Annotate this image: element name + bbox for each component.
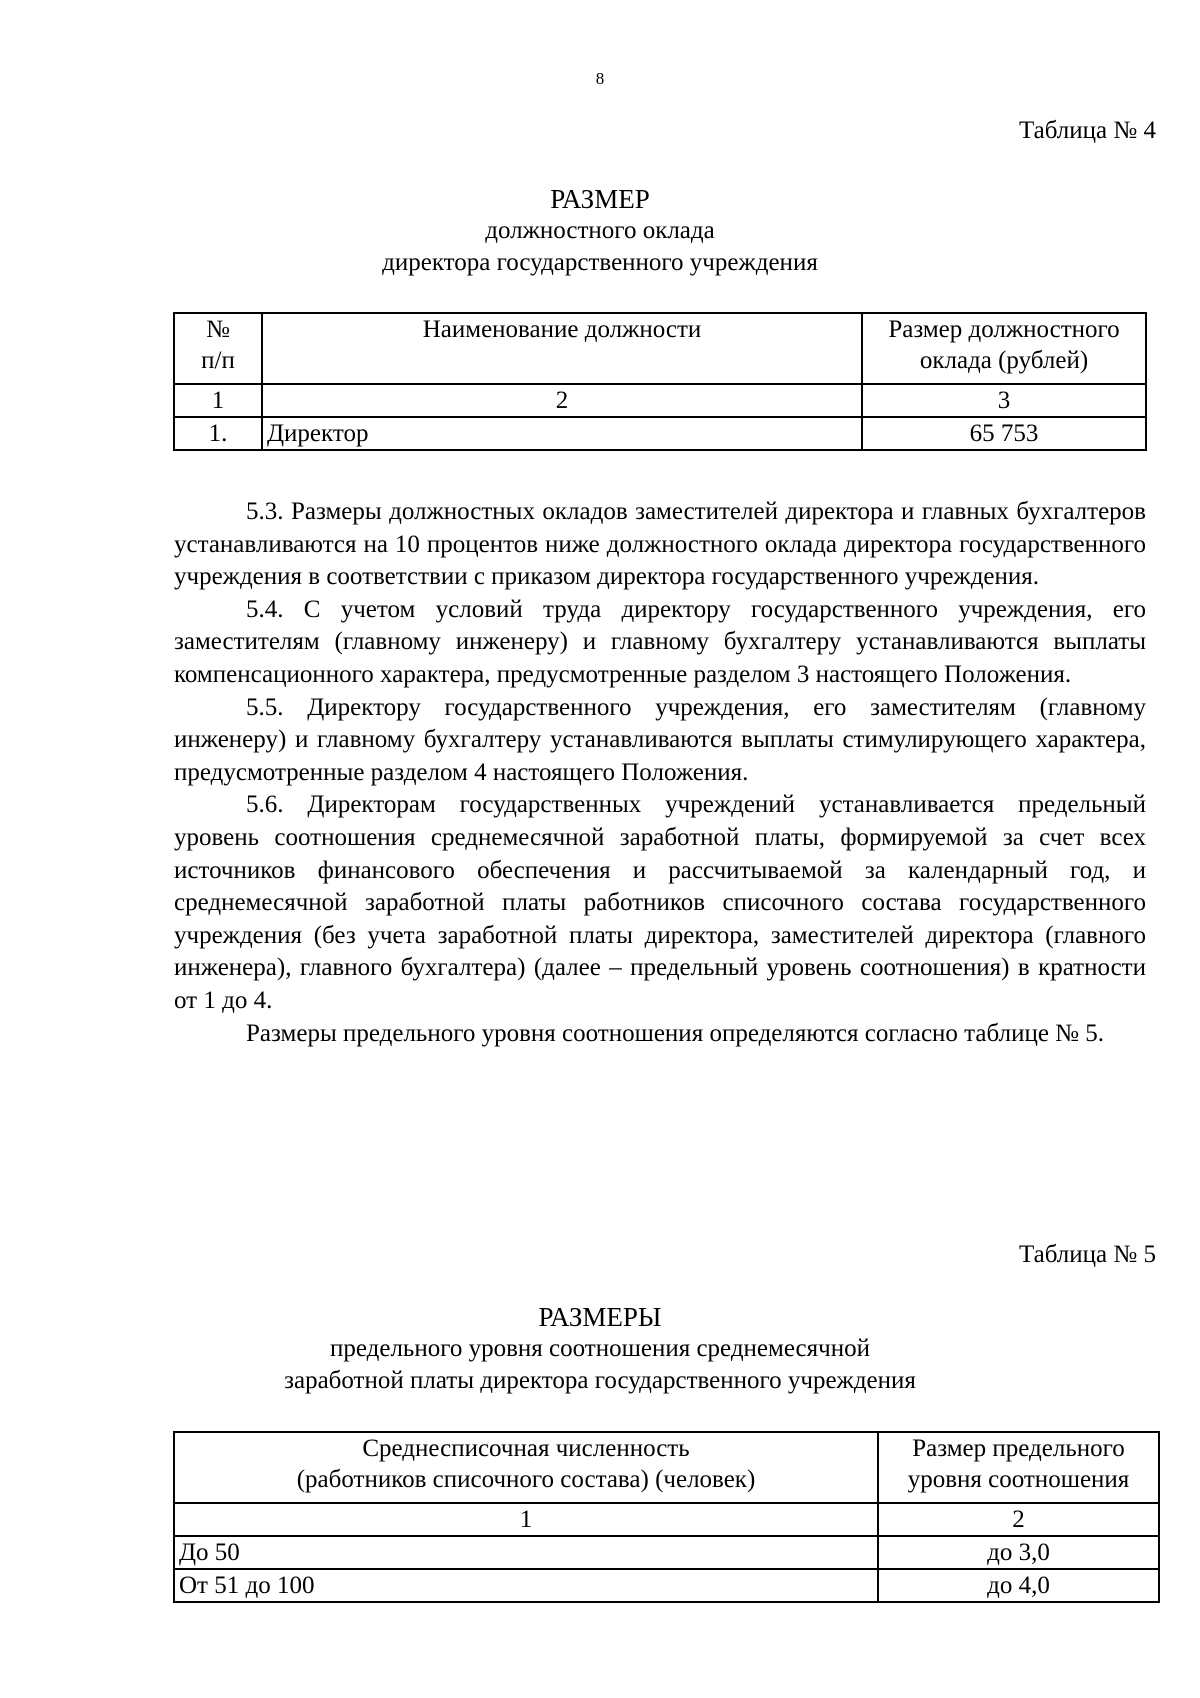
table-header-row [174,313,1146,384]
header-position: Наименование должности [422,316,702,343]
table-5-heading [0,1301,1200,1397]
table-row [174,1569,1159,1602]
table-4-subtitle-line2: директора государственного учреждения [382,249,818,276]
header-position-cell [262,313,862,384]
paragraph-ratio-reference: Размеры предельного уровня соотношения определяются согласно таблице № 5. [246,1019,1105,1047]
row-position: Директор [262,417,862,450]
table-4-title: РАЗМЕР [550,184,650,214]
row-salary: 65 753 [862,417,1146,450]
header-count-line2: (работников списочного состава) (человек) [296,1466,756,1493]
table-row [174,1536,1159,1569]
table-5-title: РАЗМЕРЫ [538,1302,662,1332]
column-number-row [174,1503,1159,1536]
row-count: От 51 до 100 [174,1569,878,1602]
column-number-2: 2 [262,384,862,417]
paragraph-5-3: 5.3. Размеры должностных окладов заместителей директора и главных бухгалтеров устанавливаются на 10 процентов ниже должностного оклада директора государственного учреждения в соответствии с приказом директора государственного учреждения. [174,498,1146,591]
column-number-2: 2 [878,1503,1159,1536]
column-number-3: 3 [862,384,1146,417]
ratio-table [173,1431,1160,1603]
row-ratio: до 4,0 [878,1569,1159,1602]
body-text [174,496,1146,1050]
column-number-1: 1 [174,1503,878,1536]
header-count-line1: Среднесписочная численность [362,1435,690,1462]
paragraph-5-6: 5.6. Директорам государственных учреждений устанавливается предельный уровень соотношения среднемесячной заработной платы, формируемой за счет всех источников финансового обеспечения и рассчитываемой за календарный год, и среднемесячной заработной платы работников списочного состава государственного учреждения (без учета заработной платы директора, заместителей директора (главного инженера), главного бухгалтера) (далее – предельный уровень соотношения) в кратности от 1 до 4. [174,791,1146,1014]
header-ratio-line2: уровня соотношения [907,1466,1130,1493]
header-number-cell [174,313,262,384]
header-salary-line1: Размер должностного [888,316,1120,343]
table-4-subtitle-line1: должностного оклада [485,217,715,244]
paragraph-5-5: 5.5. Директору государственного учреждения, его заместителям (главному инженеру) и главному бухгалтеру устанавливаются выплаты стимулирующего характера, предусмотренные разделом 4 настоящего Положения. [174,693,1146,786]
salary-table [173,312,1147,451]
table-4-heading [0,183,1200,279]
header-count-cell [174,1432,878,1503]
column-number-1: 1 [174,384,262,417]
table-5-subtitle-line2: заработной платы директора государственного учреждения [284,1367,916,1394]
row-count: До 50 [174,1536,878,1569]
table-5-subtitle-line1: предельного уровня соотношения среднемесячной [330,1335,870,1362]
column-number-row [174,384,1146,417]
header-number-line1: № [206,316,230,343]
table-4-label: Таблица № 4 [1018,117,1156,144]
page-number: 8 [595,69,605,88]
row-ratio: до 3,0 [878,1536,1159,1569]
table-5-label: Таблица № 5 [1018,1241,1156,1268]
header-number-line2: п/п [201,347,235,374]
header-salary-cell [862,313,1146,384]
header-salary-line2: оклада (рублей) [919,347,1089,374]
table-row [174,417,1146,450]
header-ratio-cell [878,1432,1159,1503]
paragraph-5-4: 5.4. С учетом условий труда директору государственного учреждения, его заместителям (главному инженеру) и главному бухгалтеру устанавливаются выплаты компенсационного характера, предусмотренные разделом 3 настоящего Положения. [174,595,1146,688]
header-ratio-line1: Размер предельного [912,1435,1125,1462]
row-number: 1. [174,417,262,450]
table-header-row [174,1432,1159,1503]
